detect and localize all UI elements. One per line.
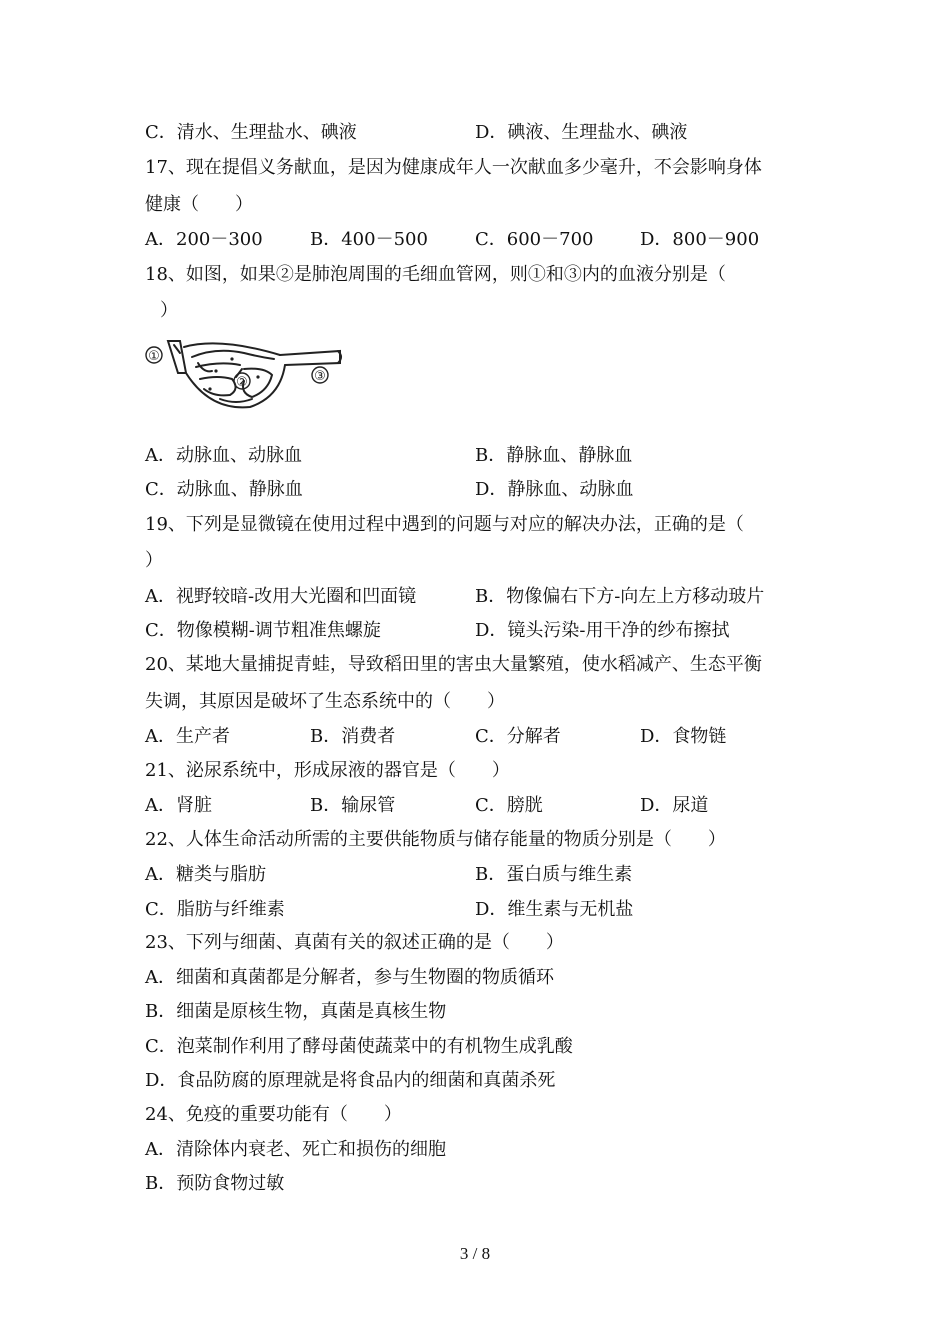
q19-option-c: C．物像模糊-调节粗准焦螺旋 bbox=[145, 620, 381, 641]
q20-option-b: B．消费者 bbox=[310, 726, 396, 747]
q20-option-a: A．生产者 bbox=[145, 726, 230, 747]
q18-stem-line-2: ） bbox=[160, 300, 178, 321]
q23-option-c: C．泡菜制作利用了酵母菌使蔬菜中的有机物生成乳酸 bbox=[145, 1036, 573, 1057]
q20-option-c: C．分解者 bbox=[475, 726, 561, 747]
q22-option-c: C．脂肪与纤维素 bbox=[145, 899, 285, 920]
q19-stem-line-2: ） bbox=[145, 550, 163, 571]
q19-stem-line-1: 19、下列是显微镜在使用过程中遇到的问题与对应的解决办法，正确的是（ bbox=[145, 514, 744, 535]
q20-stem-line-2: 失调，其原因是破坏了生态系统中的（ ） bbox=[145, 691, 505, 712]
q17-option-d: D．800－900 bbox=[640, 229, 760, 250]
q24-stem: 24、免疫的重要功能有（ ） bbox=[145, 1104, 402, 1125]
q21-option-b: B．输尿管 bbox=[310, 795, 396, 816]
q22-option-a: A．糖类与脂肪 bbox=[145, 864, 266, 885]
figure-label-3: ③ bbox=[314, 369, 326, 384]
q18-stem-line-1: 18、如图，如果②是肺泡周围的毛细血管网，则①和③内的血液分别是（ bbox=[145, 264, 726, 285]
vessel-3 bbox=[280, 351, 340, 365]
q17-option-c: C．600－700 bbox=[475, 229, 594, 250]
q22-option-b: B．蛋白质与维生素 bbox=[475, 864, 633, 885]
q24-option-b: B．预防食物过敏 bbox=[145, 1173, 285, 1194]
q23-option-d: D．食品防腐的原理就是将食品内的细菌和真菌杀死 bbox=[145, 1070, 556, 1091]
q21-option-a: A．肾脏 bbox=[145, 795, 212, 816]
q22-stem: 22、人体生命活动所需的主要供能物质与储存能量的物质分别是（ ） bbox=[145, 829, 726, 850]
q20-option-d: D．食物链 bbox=[640, 726, 727, 747]
q16-option-c: C．清水、生理盐水、碘液 bbox=[145, 122, 357, 143]
figure-label-2: ② bbox=[236, 375, 248, 390]
q17-stem-line-1: 17、现在提倡义务献血，是因为健康成年人一次献血多少毫升，不会影响身体 bbox=[145, 157, 762, 178]
q17-stem-line-2: 健康（ ） bbox=[145, 194, 253, 215]
q17-option-a: A．200－300 bbox=[145, 229, 263, 250]
q19-option-d: D．镜头污染-用干净的纱布擦拭 bbox=[475, 620, 730, 641]
q21-stem: 21、泌尿系统中，形成尿液的器官是（ ） bbox=[145, 760, 510, 781]
q18-option-d: D．静脉血、动脉血 bbox=[475, 479, 634, 500]
q18-option-b: B．静脉血、静脉血 bbox=[475, 445, 633, 466]
vessel-1 bbox=[168, 341, 186, 373]
page-number: 3 / 8 bbox=[459, 1244, 491, 1263]
q19-option-a: A．视野较暗-改用大光圈和凹面镜 bbox=[145, 586, 417, 607]
q16-option-d: D．碘液、生理盐水、碘液 bbox=[475, 122, 688, 143]
q18-option-a: A．动脉血、动脉血 bbox=[145, 445, 302, 466]
q21-option-d: D．尿道 bbox=[640, 795, 709, 816]
q21-option-c: C．膀胱 bbox=[475, 795, 543, 816]
q24-option-a: A．清除体内衰老、死亡和损伤的细胞 bbox=[145, 1139, 446, 1160]
capillary-network-figure bbox=[140, 333, 350, 413]
q23-option-b: B．细菌是原核生物，真菌是真核生物 bbox=[145, 1001, 447, 1022]
q17-option-b: B．400－500 bbox=[310, 229, 428, 250]
q18-option-c: C．动脉血、静脉血 bbox=[145, 479, 303, 500]
q19-option-b: B．物像偏右下方-向左上方移动玻片 bbox=[475, 586, 765, 607]
figure-label-1: ① bbox=[148, 349, 160, 364]
q20-stem-line-1: 20、某地大量捕捉青蛙，导致稻田里的害虫大量繁殖，使水稻减产、生态平衡 bbox=[145, 654, 762, 675]
q22-option-d: D．维生素与无机盐 bbox=[475, 899, 634, 920]
q23-option-a: A．细菌和真菌都是分解者，参与生物圈的物质循环 bbox=[145, 967, 554, 988]
q23-stem: 23、下列与细菌、真菌有关的叙述正确的是（ ） bbox=[145, 932, 564, 953]
